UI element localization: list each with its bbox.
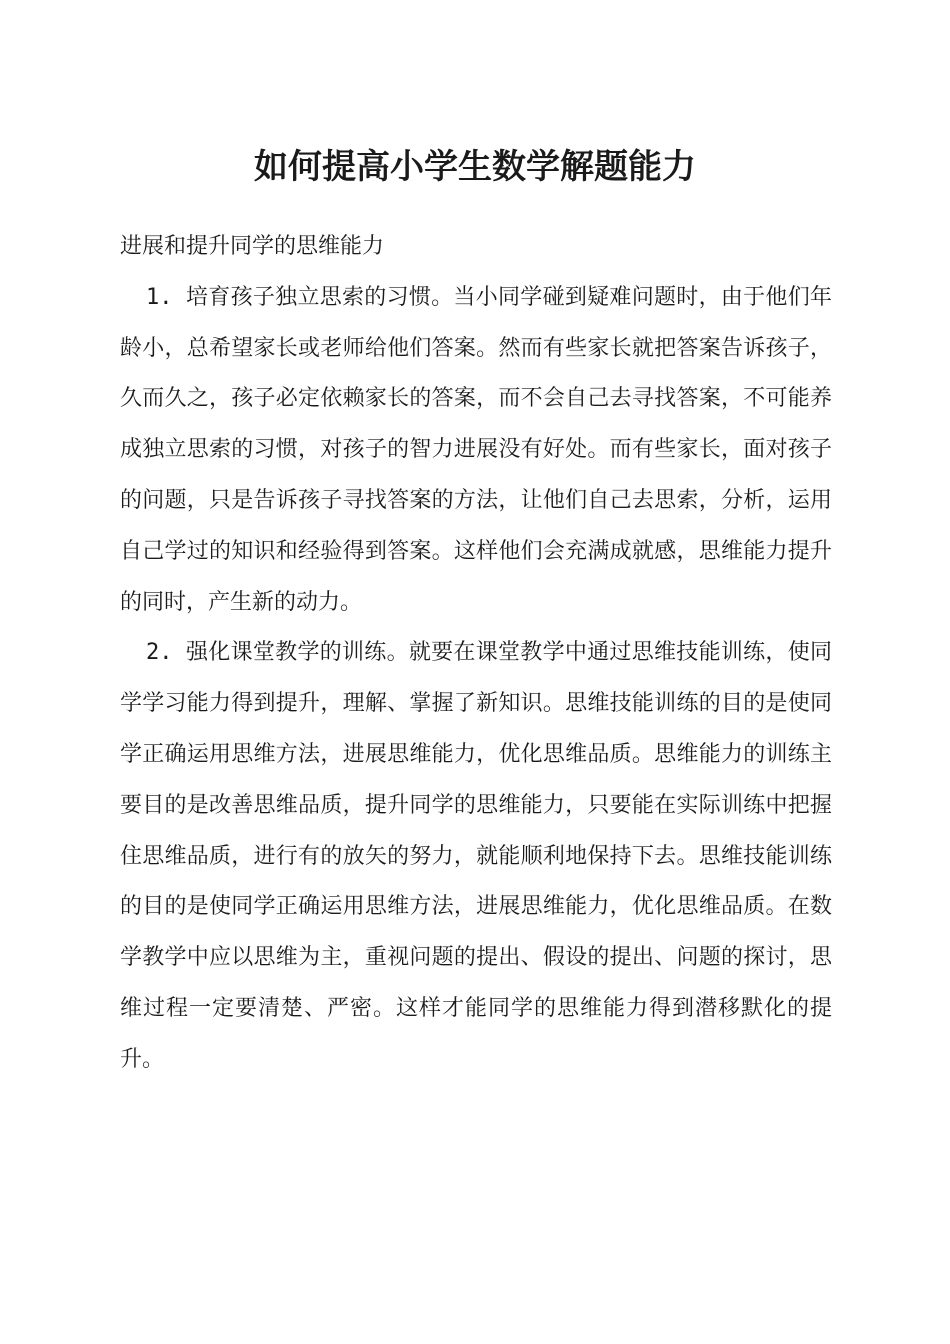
document-title: 如何提高小学生数学解题能力 (254, 147, 696, 187)
document-body (120, 222, 832, 1086)
paragraph-1: 1. 培育孩子独立思索的习惯。当小同学碰到疑难问题时，由于他们年龄小，总希望家长或老师给他们答案。然而有些家长就把答案告诉孩子，久而久之，孩子必定依赖家长的答案，而不会自己去寻找答案，不可能养成独立思索的习惯，对孩子的智力进展没有好处。而有些家长，面对孩子的问题，只是告诉孩子寻找答案的方法，让他们自己去思索，分析，运用自己学过的知识和经验得到答案。这样他们会充满成就感，思维能力提升的同时，产生新的动力。 (120, 284, 832, 615)
section-heading: 进展和提升同学的思维能力 (120, 234, 385, 259)
paragraph-2: 2. 强化课堂教学的训练。就要在课堂教学中通过思维技能训练，使同学学习能力得到提升，理解、掌握了新知识。思维技能训练的目的是使同学正确运用思维方法，进展思维能力，优化思维品质。思维能力的训练主要目的是改善思维品质，提升同学的思维能力，只要能在实际训练中把握住思维品质，进行有的放矢的努力，就能顺利地保持下去。思维技能训练的目的是使同学正确运用思维方法，进展思维能力，优化思维品质。在数学教学中应以思维为主，重视问题的提出、假设的提出、问题的探讨，思维过程一定要清楚、严密。这样才能同学的思维能力得到潜移默化的提升。 (120, 640, 832, 1072)
